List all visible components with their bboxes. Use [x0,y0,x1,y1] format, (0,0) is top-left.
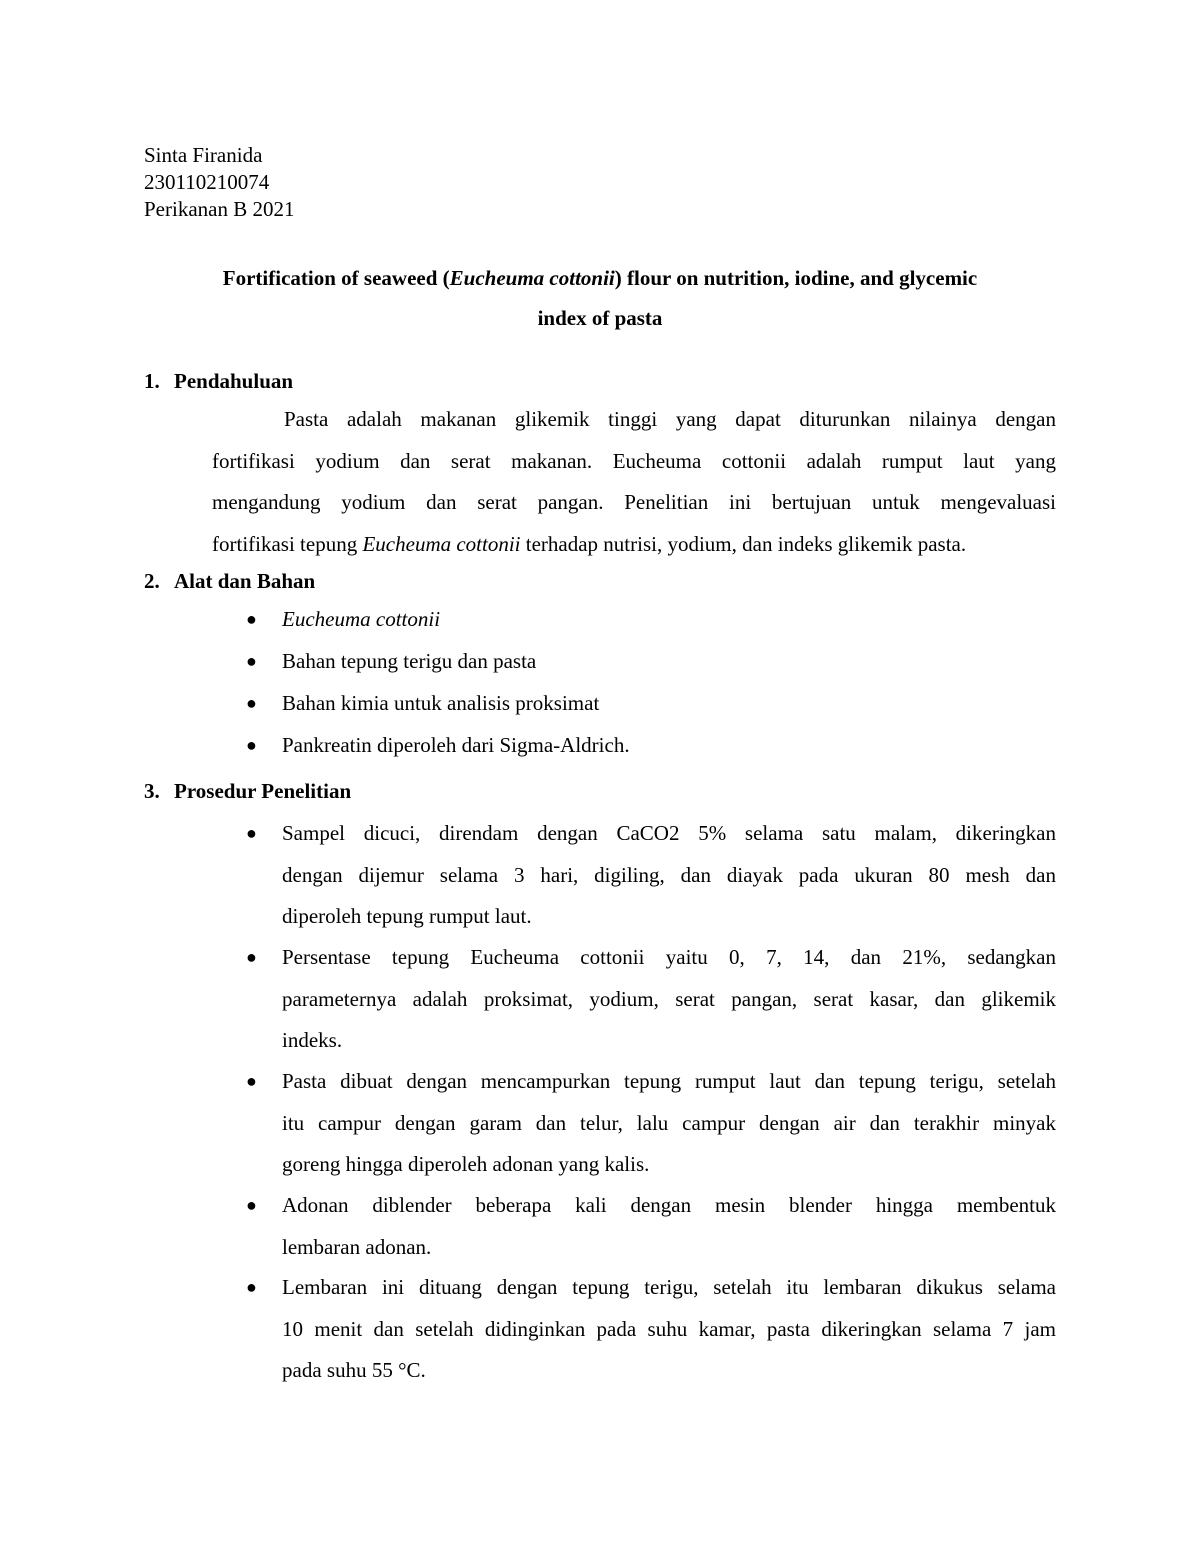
section-number: 3. [144,779,160,803]
bullet-icon: ● [246,947,257,967]
section-heading: 3. Prosedur Penelitian [144,779,352,803]
student-id: 230110210074 [144,170,270,194]
title-line-1: Fortification of seaweed (Eucheuma cottonii) flour on nutrition, iodine, and glycemic [222,266,978,290]
list-item: ● Persentase tepung Eucheuma cottonii yaitu 0, 7, 14, dan 21%, sedangkan parameternya adalah proksimat, yodium, serat pangan, serat kasar, dan glikemik indeks. [282,937,1056,1062]
list-item: ● Lembaran ini dituang dengan tepung terigu, setelah itu lembaran dikukus selama 10 menit dan setelah didinginkan pada suhu kamar, pasta dikeringkan selama 7 jam pada suhu 55 °C. [282,1267,1056,1392]
list-item: ● Pankreatin diperoleh dari Sigma-Aldrich. [282,725,1056,767]
section-paragraph [212,399,1056,565]
title-line-2: index of pasta [537,306,663,330]
bullet-icon: ● [246,651,257,671]
author-block [144,142,294,223]
list-item: ● Eucheuma cottonii [282,599,1056,641]
section-number: 2. [144,569,160,593]
title-species: Eucheuma cottonii [449,266,615,290]
species-name: Eucheuma cottonii [362,531,521,556]
author-name: Sinta Firanida [144,143,263,167]
class-label: Perikanan B 2021 [144,197,295,221]
list-item: ● Bahan tepung terigu dan pasta [282,641,1056,683]
bullet-icon: ● [246,693,257,713]
paragraph-line: fortifikasi tepung Eucheuma cottonii terhadap nutrisi, yodium, dan indeks glikemik pasta. [212,531,967,556]
document-title [144,258,1056,338]
bullet-icon: ● [246,735,257,755]
list-item: ● Sampel dicuci, direndam dengan CaCO2 5% selama satu malam, dikeringkan dengan dijemur selama 3 hari, digiling, dan diayak pada ukuran 80 mesh dan diperoleh tepung rumput laut. [282,813,1056,938]
bullet-icon: ● [246,823,257,843]
paragraph-line: mengandung yodium dan serat pangan. Penelitian ini bertujuan untuk mengevaluasi [212,490,1056,514]
paragraph-line: Pasta adalah makanan glikemik tinggi yang dapat diturunkan nilainya dengan [284,407,1056,431]
section-number: 1. [144,369,160,393]
bullet-icon: ● [246,1071,257,1091]
section-heading: 1. Pendahuluan [144,369,294,393]
paragraph-line: fortifikasi yodium dan serat makanan. Eucheuma cottonii adalah rumput laut yang [212,448,1056,473]
list-item: ● Bahan kimia untuk analisis proksimat [282,683,1056,725]
bullet-icon: ● [246,1277,257,1297]
bullet-icon: ● [246,609,257,629]
bullet-icon: ● [246,1195,257,1215]
list-item: ● Adonan diblender beberapa kali dengan mesin blender hingga membentuk lembaran adonan. [282,1185,1056,1268]
list-item: ● Pasta dibuat dengan mencampurkan tepung rumput laut dan tepung terigu, setelah itu campur dengan garam dan telur, lalu campur dengan air dan terakhir minyak goreng hingga diperoleh adonan yang kalis. [282,1061,1056,1186]
section-heading: 2. Alat dan Bahan [144,569,316,593]
